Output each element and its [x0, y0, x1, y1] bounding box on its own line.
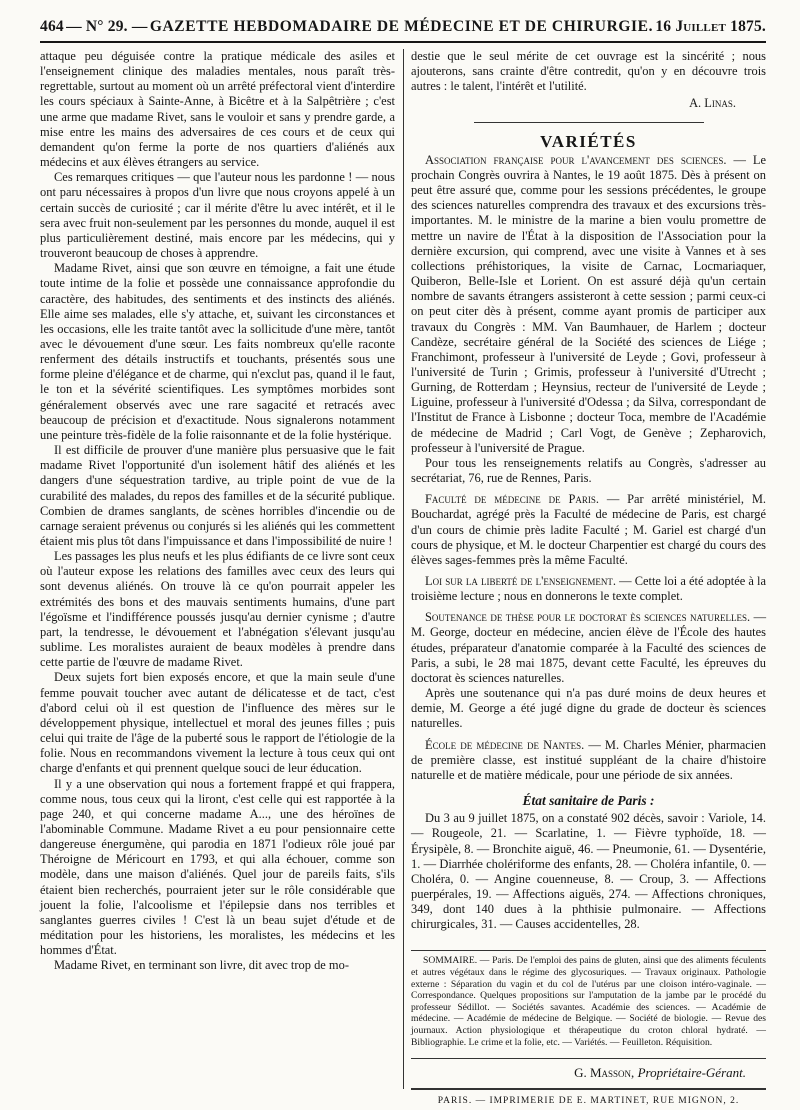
news-item: [411, 738, 766, 783]
left-paragraph: Madame Rivet, ainsi que son œuvre en témoigne, a fait une étude toute intime de la folie et possède une connaissance approfondie du caractère, des habitudes, des sentiments et des instincts des aliénés. Elle aime ses malades, elle s'y attache, et, suivant les circonstances et les occasions, elle les traite tantôt avec la sollicitude d'une mère, tantôt avec le dévouement d'une sœur. Les faits nombreux qu'elle raconte renferment des détails instructifs et touchants, présentés sous une forme pleine d'élégance et de charme, qui n'exclut pas, quand il le faut, le ton et la sévérité scientifiques. Les symptômes morbides sont généralement observés avec une rare sagacité et retracés avec beaucoup de précision et d'exactitude. Nous signalerons notamment une peinture très-fidèle de la folie raisonnante et de la folie hystérique.: [40, 261, 395, 442]
issue-number: — N° 29. —: [66, 18, 148, 35]
news-item-text: Pour tous les renseignements relatifs au Congrès, s'adresser au secrétariat, 76, rue de Rennes, Paris.: [411, 455, 766, 486]
review-conclusion: destie que le seul mérite de cet ouvrage est la sincérité ; nous ajouterons, sans crainte d'être contredit, qu'on y en découvre trois autres : le talent, l'intérêt et l'utilité.: [411, 49, 766, 94]
gerant-signature: [411, 1058, 766, 1080]
news-item-lead: Association française pour l'avancement des sciences.: [425, 152, 727, 167]
sommaire-text: SOMMAIRE. — Paris. De l'emploi des pains de gluten, ainsi que des aliments féculents et autres végétaux dans le régime des glycosuriques. — Travaux originaux. Pathologie externe : Séparation du vagin et du col de l'utérus par une cloison intéro-vaginale. — Correspondance. Quelques propositions sur l'amputation de la jambe par le procédé du professeur Sédillot. — Sociétés savantes. Académie des sciences. — Académie de médecine. — Académie de médecine de Belgique. — Société de biologie. — Revue des journaux. Action physiologique et thérapeutique du croton chloral hydraté. — Bibliographie. Le crime et la folie, etc. — Variétés. — Feuilleton. Réquisition.: [411, 955, 766, 1048]
news-item-lead: Faculté de médecine de Paris.: [425, 492, 599, 507]
news-item-text: — Par arrêté ministériel, M. Bouchardat, agrégé près la Faculté de médecine de Paris, est chargé d'un cours de chimie près ladite Faculté ; M. Gariel est chargé d'un cours de physique, et M. le docteur Charpentier est chargé du cours des élèves sages-femmes près la même Faculté.: [411, 492, 766, 567]
news-item-text: — M. Charles Ménier, pharmacien de première classe, est institué suppléant de la chaire d'histoire naturelle et de matière médicale, pour une période de six années.: [411, 737, 766, 782]
news-item: [411, 153, 766, 456]
left-paragraph: Deux sujets fort bien exposés encore, et que la main seule d'une femme pouvait toucher avec autant de délicatesse et de tact, c'est d'abord celui où il est question de l'influence des mères sur le développement physique, intellectuel et moral des jeunes filles ; puis celui qui traite de l'âge de la puberté sous le rapport de l'étiologie de la folie. Nous en recommandons vivement la lecture à tous ceux qui ont charge d'enfants et qui prennent quelque souci de leur éducation.: [40, 670, 395, 776]
news-item-text: — Le prochain Congrès ouvrira à Nantes, le 19 août 1875. Dès à présent on peut être assuré que, comme pour les sessions précédentes, le groupe des sciences naturelles comprendra des travaux et des excursions très-importantes. M. le ministre de la marine a bien voulu promettre de mettre un navire de l'État à la disposition de l'Association pour la dernière excursion, qui comprend, avec une visite à Vannes et à ses collections préhistoriques, la visite de Carnac, Locmariaquer, Quiberon, Belle-Isle et Lorient. On est assuré déjà qu'un certain nombre de savants étrangers assisteront à cette session ; parmi ceux-ci on peut citer dès à présent, comme ayant promis de participer aux travaux du Congrès : MM. Van Baumhauer, de Harlem ; docteur Candèze, secrétaire général de la Société des sciences de Liége ; Franchimont, professeur à l'université de Leyde ; Govi, professeur à l'université de Turin ; Grimis, professeur à l'université d'Utrecht ; Gurning, de Rotterdam ; Heynsius, recteur de l'université de Leyde ; Liguine, professeur à l'université d'Odessa ; da Silva, correspondant de l'Institut de France à Lisbonne ; docteur Toca, membre de l'Académie de médecine de Madrid ; Carl Vogt, de Genève ; Zepharovich, professeur à l'université de Prague.: [411, 152, 766, 455]
printer-line: PARIS. — IMPRIMERIE DE E. MARTINET, RUE MIGNON, 2.: [411, 1088, 766, 1109]
news-item-text: Après une soutenance qui n'a pas duré moins de deux heures et demie, M. George a été jugé digne du grade de docteur ès sciences naturelles.: [411, 686, 766, 731]
etat-sanitaire-title: État sanitaire de Paris :: [522, 793, 655, 809]
news-item: [411, 574, 766, 604]
page-header: [40, 18, 766, 43]
column-divider: [403, 49, 404, 1089]
left-paragraph: Il est difficile de prouver d'une manière plus persuasive que le fait madame Rivet l'opportunité d'un isolement hâtif des aliénés et les dangers d'une séquestration tardive, au triple point de vue de la curabilité des malades, du repos des familles et de la sécurité publique. Combien de drames sanglants, de scènes horribles d'incendie ou de carnage seraient prévenus ou conjurés si les aliénés qui les commettent étaient mis plus tôt dans l'impuissance et dans l'impossibilité de nuire !: [40, 443, 395, 548]
page-number: 464: [40, 18, 64, 35]
journal-title: GAZETTE HEBDOMADAIRE DE MÉDECINE ET DE CHIRURGIE.: [149, 18, 654, 35]
gerant-name: G. Masson,: [574, 1065, 635, 1081]
left-paragraph: Madame Rivet, en terminant son livre, dit avec trop de mo-: [54, 958, 349, 973]
news-item-lead: Loi sur la liberté de l'enseignement.: [425, 574, 617, 588]
section-separator: [474, 122, 704, 123]
right-column: [403, 49, 766, 1110]
sommaire-box: [411, 950, 766, 1048]
news-item: [411, 456, 766, 486]
left-paragraph: attaque peu déguisée contre la pratique médicale des asiles et l'enseignement clinique des maladies mentales, nous paraît très-regrettable, surtout au moment où un arrêté préfectoral vient d'interdire les cours spéciaux à Sainte-Anne, à Bicêtre et à la Salpêtrière ; c'est une arme que madame Rivet, sans le vouloir et sans y prendre garde, a mise entre les mains des adversaires de ces cours et de ceux qui demandent qu'on ferme la porte de nos quartiers d'aliénés aux médecins et aux élèves étrangers au service.: [40, 49, 395, 170]
news-item: [411, 610, 766, 686]
left-paragraph: Il y a une observation qui nous a fortement frappé et qui frappera, comme nous, tous ceux qui la liront, c'est celle qui est rapportée à la page 240, et qui concerne madame A..., une des héroïnes de l'abominable Commune. Madame Rivet a eu pour pensionnaire cette dangereuse énergumène, qui parodia en 1871 l'odieux rôle joué par Théroigne de Méricourt en 1793, et qui alla échouer, comme son modèle, dans une maison d'aliénés. Quel jour de pareils faits, s'ils étaient bien recherchés, pourraient jeter sur le rôle considérable que jouent la folie, l'alcoolisme et l'épilepsie dans nos terribles et sanglantes guerres civiles ! C'est là un beau sujet d'étude et de méditation pour les historiens, les moralistes, les médecins et les hommes d'État.: [40, 776, 395, 958]
two-column-body: [40, 49, 766, 1110]
news-item-lead: Soutenance de thèse pour le doctorat ès sciences naturelles.: [425, 610, 751, 625]
left-paragraph: Ces remarques critiques — que l'auteur nous les pardonne ! — nous ont paru nécessaires à propos d'un livre que nous croyons appelé à un certain succès de curiosité ; car il mérite d'être lu avec intérêt, et il le sera avec fruit non-seulement par les personnes du monde, auquel il est plus particulièrement destiné, mais encore par les médecins, qui y trouveront beaucoup de choses à apprendre.: [40, 170, 395, 261]
news-item-text: — Cette loi a été adoptée à la troisième lecture ; nous en donnerons le texte complet.: [411, 574, 766, 604]
etat-sanitaire-text: Du 3 au 9 juillet 1875, on a constaté 902 décès, savoir : Variole, 14. — Rougeole, 21. — Scarlatine, 1. — Fièvre typhoïde, 18. — Érysipèle, 8. — Bronchite aiguë, 46. — Pneumonie, 61. — Dysentérie, 1. — Diarrhée cholériforme des enfants, 28. — Choléra infantile, 0. — Choléra, 0. — Angine couenneuse, 8. — Croup, 3. — Affections puerpérales, 19. — Affections aiguës, 274. — Affections chroniques, 349, dont 140 dues à la phthisie pulmonaire. — Affections chirurgicales, 31. — Causes accidentelles, 28.: [411, 811, 766, 932]
news-item-lead: École de médecine de Nantes.: [425, 737, 585, 752]
left-paragraph: Les passages les plus neufs et les plus édifiants de ce livre sont ceux où l'auteur expose les relations des familles avec ceux des leurs qui sont devenus aliénés. On trouve là ce qu'on pourrait appeler les extrémités des bons et des mauvais sentiments humains, d'une part l'égoïsme et l'indifférence poussés jusqu'au dernier cynisme ; d'autre part, la tendresse, le dévouement et l'abnégation s'élevant jusqu'au sublime. Les moralistes auraient de beaux modèles à prendre dans cette partie de l'œuvre de madame Rivet.: [40, 549, 395, 670]
news-item-text: — M. George, docteur en médecine, ancien élève de l'École des hautes études, préparateur d'anatomie comparée à la Faculté des sciences de Paris, a subi, le 28 mai 1875, devant cette Faculté, les épreuves du doctorat ès sciences naturelles.: [411, 610, 767, 685]
issue-date: 16 Juillet 1875.: [655, 18, 766, 35]
gerant-title: Propriétaire-Gérant.: [637, 1065, 746, 1081]
left-column: [40, 49, 403, 1110]
section-title: VARIÉTÉS: [540, 131, 637, 151]
author-signature: A. Linas.: [689, 96, 736, 111]
news-item: [411, 686, 766, 731]
news-item: [411, 492, 766, 568]
